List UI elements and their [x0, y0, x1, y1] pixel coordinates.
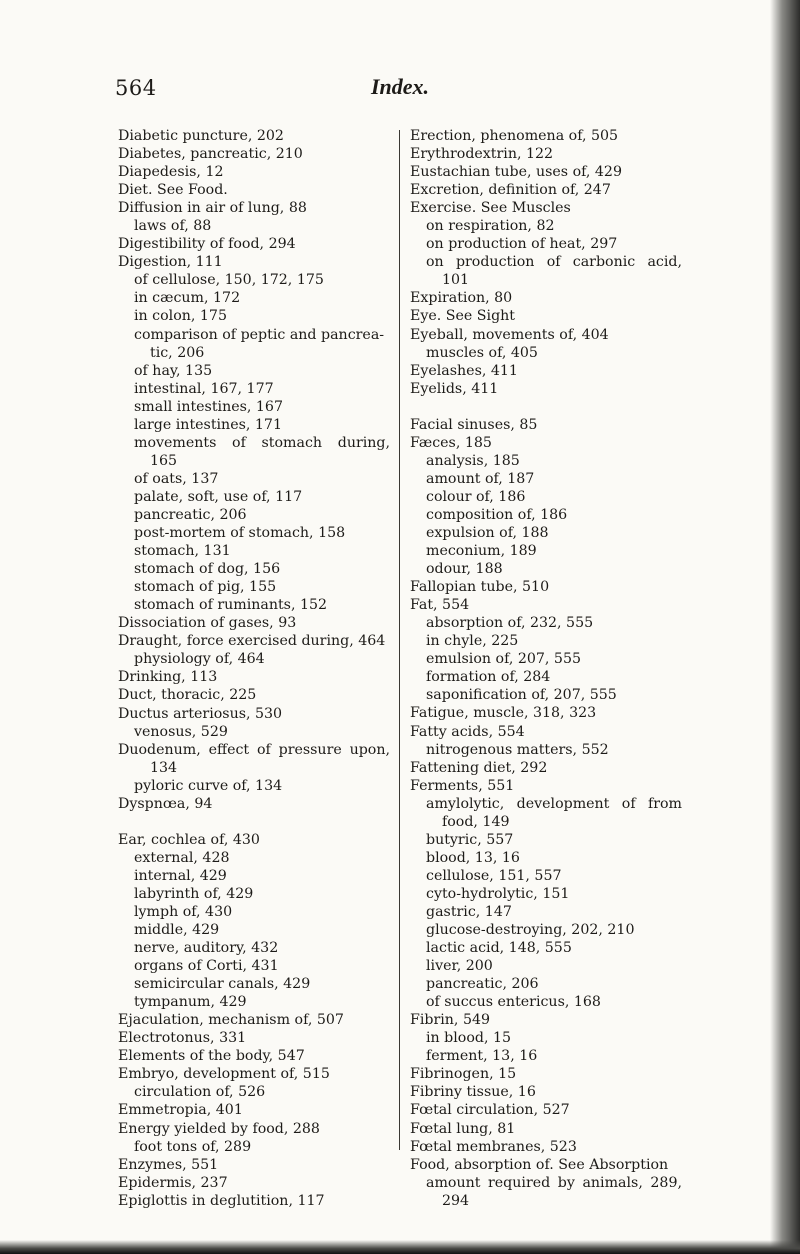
index-entry: Fattening diet, 292 [410, 759, 548, 776]
index-subentry: nitrogenous matters, 552 [426, 741, 609, 758]
index-entry: Digestion, 111 [118, 254, 223, 271]
index-subentry: pancreatic, 206 [426, 976, 539, 993]
page-title: Index. [370, 74, 430, 99]
index-subentry: absorption of, 232, 555 [426, 615, 594, 632]
index-entry: Draught, force exercised during, 464 [118, 633, 386, 650]
index-subentry: 134 [150, 759, 178, 776]
index-entry: Elements of the body, 547 [118, 1048, 305, 1065]
index-entry: Erection, phenomena of, 505 [410, 128, 619, 144]
page-bottom-shadow [0, 1240, 800, 1254]
index-subentry: of hay, 135 [134, 362, 213, 379]
index-entry: Fatigue, muscle, 318, 323 [410, 705, 597, 722]
index-entry: Fatty acids, 554 [410, 723, 525, 740]
index-subentry: post-mortem of stomach, 158 [134, 525, 346, 542]
index-entry: Eyelashes, 411 [410, 362, 518, 379]
index-subentry: in cæcum, 172 [134, 290, 241, 307]
index-subentry: cyto-hydrolytic, 151 [426, 885, 570, 902]
index-entry: Dissociation of gases, 93 [118, 615, 297, 632]
index-subentry: of succus entericus, 168 [426, 994, 601, 1011]
index-entry: Ejaculation, mechanism of, 507 [118, 1012, 344, 1029]
index-entry: Digestibility of food, 294 [118, 236, 296, 253]
index-subentry: nerve, auditory, 432 [134, 940, 279, 957]
index-entry: Drinking, 113 [118, 669, 218, 686]
index-subentry: venosus, 529 [134, 723, 228, 740]
index-subentry: meconium, 189 [426, 543, 537, 560]
index-subentry: 101 [442, 272, 470, 289]
index-entry: Electrotonus, 331 [118, 1030, 247, 1047]
index-entry: Diet. See Food. [118, 182, 228, 199]
index-subentry: middle, 429 [134, 922, 220, 939]
index-subentry: comparison of peptic and pancrea- [134, 326, 385, 343]
index-entry: Eyelids, 411 [410, 380, 499, 397]
index-subentry: ferment, 13, 16 [426, 1048, 538, 1065]
page-edge-shadow [770, 0, 800, 1254]
index-subentry: small intestines, 167 [134, 398, 283, 415]
index-entry: Diabetes, pancreatic, 210 [118, 146, 303, 163]
index-subentry: cellulose, 151, 557 [426, 867, 562, 884]
index-subentry: stomach of dog, 156 [134, 561, 281, 578]
index-subentry: stomach, 131 [134, 543, 231, 560]
index-subentry: laws of, 88 [134, 218, 212, 235]
index-entry: Eyeball, movements of, 404 [410, 326, 609, 343]
index-subentry: formation of, 284 [426, 669, 551, 686]
index-entry: Fibrinogen, 15 [410, 1066, 517, 1083]
index-subentry: on respiration, 82 [426, 218, 555, 235]
index-subentry: in blood, 15 [426, 1030, 512, 1047]
index-subentry: circulation of, 526 [134, 1084, 266, 1101]
index-subentry: muscles of, 405 [426, 344, 538, 361]
index-subentry: composition of, 186 [426, 506, 568, 523]
index-entry: Expiration, 80 [410, 290, 513, 307]
index-entry: Duodenum, effect of pressure upon, [118, 741, 390, 758]
index-entry: Fibrin, 549 [410, 1012, 491, 1029]
index-subentry: expulsion of, 188 [426, 524, 549, 541]
index-entry: Epiglottis in deglutition, 117 [118, 1192, 325, 1209]
index-entry: Duct, thoracic, 225 [118, 687, 257, 704]
index-entry: Diabetic puncture, 202 [118, 128, 284, 144]
index-subentry: on production of carbonic acid, [426, 254, 682, 271]
index-subentry: large intestines, 171 [134, 416, 282, 433]
index-entry: Embryo, development of, 515 [118, 1066, 330, 1083]
index-subentry: food, 149 [442, 813, 510, 830]
index-subentry: gastric, 147 [426, 903, 512, 920]
index-subentry: glucose-destroying, 202, 210 [426, 922, 635, 939]
index-subentry: colour of, 186 [426, 488, 526, 505]
index-subentry: tympanum, 429 [134, 994, 247, 1011]
index-subentry: saponification of, 207, 555 [426, 687, 617, 704]
index-subentry: lactic acid, 148, 555 [426, 940, 572, 957]
index-subentry: palate, soft, use of, 117 [134, 488, 303, 505]
index-entry: Energy yielded by food, 288 [118, 1120, 320, 1137]
index-subentry: foot tons of, 289 [134, 1138, 252, 1155]
index-subentry: analysis, 185 [426, 452, 520, 469]
index-entry: Enzymes, 551 [118, 1156, 219, 1173]
index-subentry: amount required by animals, 289, [426, 1174, 682, 1191]
index-subentry: semicircular canals, 429 [134, 976, 311, 993]
page-number: 564 [115, 76, 157, 100]
index-entry: Eye. See Sight [410, 308, 515, 325]
index-column-right [410, 127, 682, 1210]
index-subentry: intestinal, 167, 177 [134, 380, 274, 397]
index-subentry: of cellulose, 150, 172, 175 [134, 272, 324, 289]
index-entry: Ductus arteriosus, 530 [118, 705, 283, 722]
index-subentry: in colon, 175 [134, 308, 227, 325]
index-entry: Ferments, 551 [410, 777, 515, 794]
index-subentry: on production of heat, 297 [426, 236, 618, 253]
index-subentry: external, 428 [134, 849, 230, 866]
index-subentry: 165 [150, 452, 178, 469]
index-subentry: physiology of, 464 [134, 651, 265, 668]
index-subentry: movements of stomach during, [134, 434, 390, 451]
index-subentry: tic, 206 [150, 344, 205, 361]
index-entry: Epidermis, 237 [118, 1174, 228, 1191]
index-subentry: amount of, 187 [426, 470, 535, 487]
index-entry: Ear, cochlea of, 430 [118, 831, 260, 848]
index-entry: Fallopian tube, 510 [410, 579, 550, 596]
index-subentry: organs of Corti, 431 [134, 958, 279, 975]
index-entry: Diapedesis, 12 [118, 164, 224, 181]
index-entry: Excretion, definition of, 247 [410, 182, 611, 199]
index-entry: Fibriny tissue, 16 [410, 1084, 536, 1101]
index-subentry: odour, 188 [426, 561, 503, 578]
index-subentry: liver, 200 [426, 958, 493, 975]
index-subentry: lymph of, 430 [134, 903, 233, 920]
column-divider [399, 130, 400, 1150]
index-subentry: in chyle, 225 [426, 633, 519, 650]
index-subentry: stomach of ruminants, 152 [134, 597, 328, 614]
index-column-left [118, 127, 390, 1210]
index-entry: Fœtal membranes, 523 [410, 1138, 577, 1155]
index-entry: Food, absorption of. See Absorption [410, 1156, 669, 1173]
index-subentry: internal, 429 [134, 867, 227, 884]
index-subentry: pancreatic, 206 [134, 506, 247, 523]
index-subentry: butyric, 557 [426, 831, 514, 848]
index-subentry: blood, 13, 16 [426, 849, 520, 866]
index-subentry: amylolytic, development of from [426, 795, 682, 812]
index-entry: Erythrodextrin, 122 [410, 146, 554, 163]
index-subentry: pyloric curve of, 134 [134, 777, 283, 794]
index-subentry: of oats, 137 [134, 470, 219, 487]
index-entry: Fœtal lung, 81 [410, 1120, 516, 1137]
index-entry: Facial sinuses, 85 [410, 416, 538, 433]
index-subentry: emulsion of, 207, 555 [426, 651, 582, 668]
index-subentry: 294 [442, 1192, 470, 1209]
index-entry: Fat, 554 [410, 597, 470, 614]
index-entry: Exercise. See Muscles [410, 200, 571, 217]
index-entry: Dyspnœa, 94 [118, 795, 213, 812]
index-entry: Fæces, 185 [410, 434, 492, 451]
index-subentry: stomach of pig, 155 [134, 579, 277, 596]
index-entry: Fœtal circulation, 527 [410, 1102, 570, 1119]
index-entry: Eustachian tube, uses of, 429 [410, 164, 622, 181]
index-entry: Diffusion in air of lung, 88 [118, 200, 307, 217]
index-entry: Emmetropia, 401 [118, 1102, 243, 1119]
index-subentry: labyrinth of, 429 [134, 885, 254, 902]
